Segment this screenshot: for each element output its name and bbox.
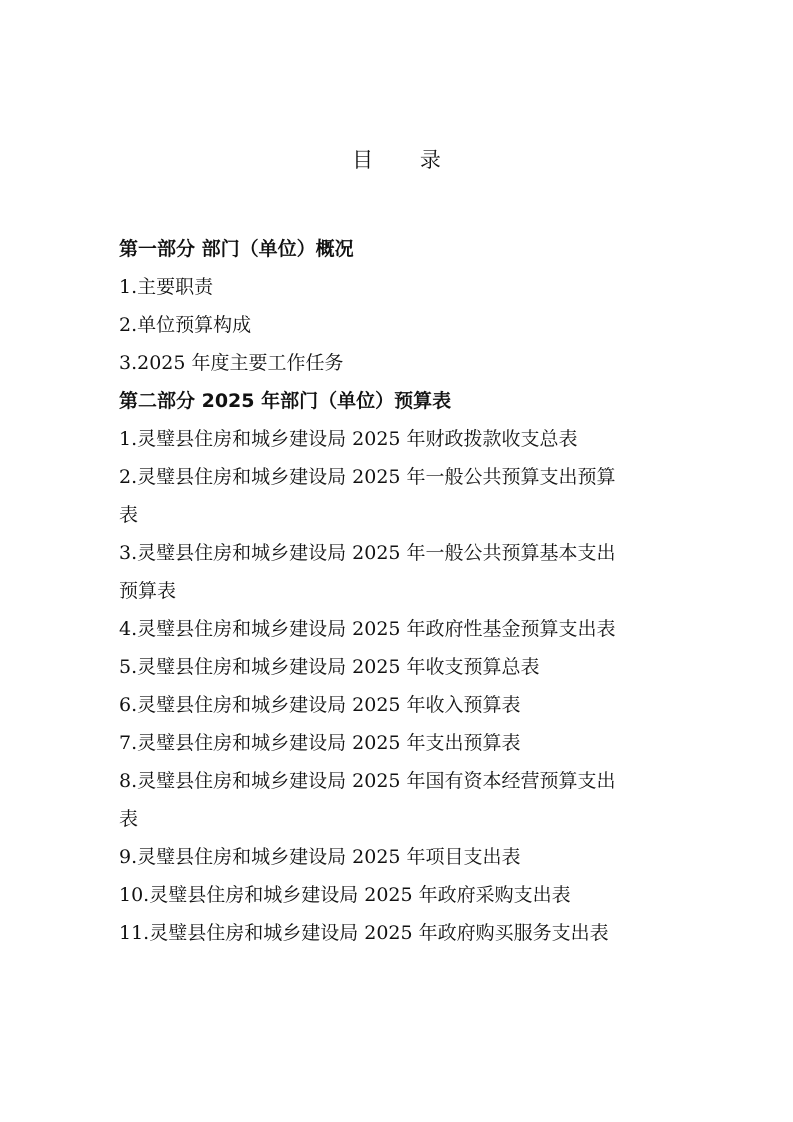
toc-item[interactable]: 10.灵璧县住房和城乡建设局 2025 年政府采购支出表: [119, 884, 571, 906]
part2-heading[interactable]: 第二部分 2025 年部门（单位）预算表: [119, 390, 452, 412]
toc-item[interactable]: 3.灵璧县住房和城乡建设局 2025 年一般公共预算基本支出: [119, 542, 616, 564]
toc-item-continuation[interactable]: 预算表: [119, 580, 177, 602]
toc-item[interactable]: 6.灵璧县住房和城乡建设局 2025 年收入预算表: [119, 694, 521, 716]
toc-item[interactable]: 9.灵璧县住房和城乡建设局 2025 年项目支出表: [119, 846, 521, 868]
toc-item[interactable]: 5.灵璧县住房和城乡建设局 2025 年收支预算总表: [119, 656, 540, 678]
toc-item[interactable]: 4.灵璧县住房和城乡建设局 2025 年政府性基金预算支出表: [119, 618, 616, 640]
toc-item-continuation[interactable]: 表: [119, 504, 139, 526]
toc-item[interactable]: 3.2025 年度主要工作任务: [119, 352, 344, 374]
toc-item[interactable]: 2.灵璧县住房和城乡建设局 2025 年一般公共预算支出预算: [119, 466, 616, 488]
toc-item[interactable]: 7.灵璧县住房和城乡建设局 2025 年支出预算表: [119, 732, 521, 754]
toc-item[interactable]: 1.灵璧县住房和城乡建设局 2025 年财政拨款收支总表: [119, 428, 578, 450]
toc-item[interactable]: 2.单位预算构成: [119, 314, 252, 336]
part1-heading[interactable]: 第一部分 部门（单位）概况: [119, 238, 354, 260]
page-title: 目 录: [352, 148, 461, 172]
toc-item[interactable]: 1.主要职责: [119, 276, 214, 298]
toc-item-continuation[interactable]: 表: [119, 808, 139, 830]
toc-item[interactable]: 11.灵璧县住房和城乡建设局 2025 年政府购买服务支出表: [119, 922, 609, 944]
table-of-contents: [119, 230, 679, 952]
toc-item[interactable]: 8.灵璧县住房和城乡建设局 2025 年国有资本经营预算支出: [119, 770, 616, 792]
